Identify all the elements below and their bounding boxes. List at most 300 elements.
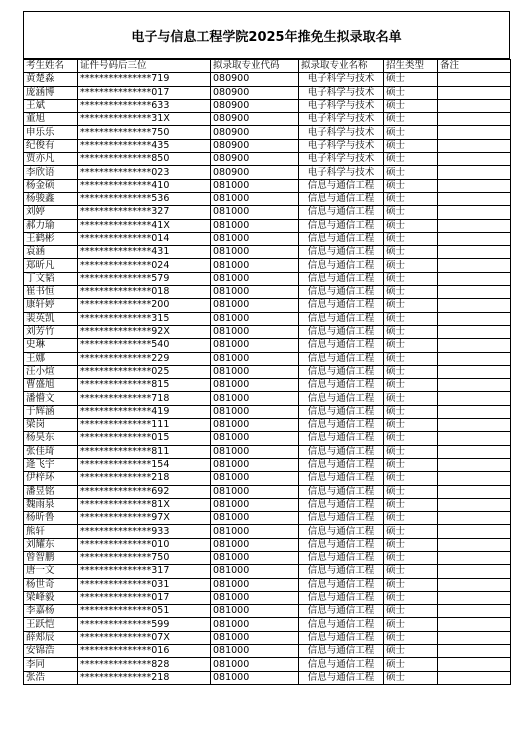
cell-id-last3: ***************218	[78, 472, 211, 485]
cell-id-last3: ***************41X	[78, 219, 211, 232]
cell-id-last3: ***************435	[78, 139, 211, 152]
cell-remarks	[438, 565, 511, 578]
cell-major-name: 信息与通信工程	[299, 485, 384, 498]
cell-name: 杨金硕	[24, 179, 78, 192]
cell-id-last3: ***************718	[78, 392, 211, 405]
table-row	[24, 645, 511, 658]
cell-name: 贾亦凡	[24, 153, 78, 166]
table-row	[24, 113, 511, 126]
table-row	[24, 299, 511, 312]
header-row	[24, 60, 511, 73]
cell-major-name: 信息与通信工程	[299, 591, 384, 604]
table-row	[24, 259, 511, 272]
cell-major-name: 信息与通信工程	[299, 219, 384, 232]
cell-major-code: 081000	[211, 365, 299, 378]
cell-name: 魏雨泉	[24, 498, 78, 511]
cell-id-last3: ***************579	[78, 272, 211, 285]
table-row	[24, 512, 511, 525]
table-row	[24, 525, 511, 538]
cell-enroll-type: 硕士	[384, 485, 438, 498]
cell-name: 杨骏鑫	[24, 192, 78, 205]
admission-list-sheet	[23, 11, 510, 685]
document-title: 电子与信息工程学院2025年推免生拟录取名单	[23, 11, 510, 59]
cell-major-code: 081000	[211, 458, 299, 471]
cell-major-code: 081000	[211, 352, 299, 365]
cell-remarks	[438, 645, 511, 658]
cell-name: 伊梓环	[24, 472, 78, 485]
table-row	[24, 565, 511, 578]
cell-remarks	[438, 179, 511, 192]
cell-major-code: 081000	[211, 379, 299, 392]
table-row	[24, 312, 511, 325]
cell-name: 刘婷	[24, 206, 78, 219]
cell-name: 唐一文	[24, 565, 78, 578]
table-row	[24, 86, 511, 99]
cell-name: 刘耀东	[24, 538, 78, 551]
cell-major-name: 信息与通信工程	[299, 605, 384, 618]
cell-enroll-type: 硕士	[384, 113, 438, 126]
table-row	[24, 432, 511, 445]
cell-major-name: 信息与通信工程	[299, 392, 384, 405]
cell-remarks	[438, 485, 511, 498]
table-row	[24, 458, 511, 471]
cell-name: 潘懵文	[24, 392, 78, 405]
table-row	[24, 139, 511, 152]
cell-major-name: 信息与通信工程	[299, 498, 384, 511]
cell-name: 杨昊东	[24, 432, 78, 445]
cell-enroll-type: 硕士	[384, 405, 438, 418]
cell-major-code: 081000	[211, 392, 299, 405]
cell-major-code: 081000	[211, 192, 299, 205]
cell-id-last3: ***************017	[78, 591, 211, 604]
cell-enroll-type: 硕士	[384, 419, 438, 432]
table-row	[24, 206, 511, 219]
table-row	[24, 339, 511, 352]
cell-remarks	[438, 405, 511, 418]
cell-id-last3: ***************017	[78, 86, 211, 99]
cell-remarks	[438, 259, 511, 272]
cell-major-name: 电子科学与技术	[299, 113, 384, 126]
cell-major-code: 081000	[211, 286, 299, 299]
table-row	[24, 618, 511, 631]
cell-enroll-type: 硕士	[384, 379, 438, 392]
cell-enroll-type: 硕士	[384, 605, 438, 618]
table-row	[24, 325, 511, 338]
table-row	[24, 445, 511, 458]
cell-id-last3: ***************92X	[78, 325, 211, 338]
cell-id-last3: ***************014	[78, 232, 211, 245]
cell-enroll-type: 硕士	[384, 352, 438, 365]
cell-remarks	[438, 299, 511, 312]
cell-remarks	[438, 126, 511, 139]
cell-enroll-type: 硕士	[384, 259, 438, 272]
cell-major-code: 081000	[211, 618, 299, 631]
cell-major-code: 081000	[211, 525, 299, 538]
cell-remarks	[438, 445, 511, 458]
cell-name: 汪小煊	[24, 365, 78, 378]
cell-remarks	[438, 605, 511, 618]
cell-remarks	[438, 658, 511, 671]
cell-enroll-type: 硕士	[384, 645, 438, 658]
table-row	[24, 246, 511, 259]
cell-major-name: 信息与通信工程	[299, 232, 384, 245]
cell-name: 逄飞宇	[24, 458, 78, 471]
cell-enroll-type: 硕士	[384, 312, 438, 325]
cell-remarks	[438, 352, 511, 365]
cell-id-last3: ***************419	[78, 405, 211, 418]
cell-id-last3: ***************051	[78, 605, 211, 618]
cell-major-code: 081000	[211, 498, 299, 511]
cell-enroll-type: 硕士	[384, 565, 438, 578]
cell-major-name: 信息与通信工程	[299, 206, 384, 219]
cell-remarks	[438, 312, 511, 325]
cell-remarks	[438, 139, 511, 152]
cell-enroll-type: 硕士	[384, 512, 438, 525]
table-row	[24, 392, 511, 405]
cell-id-last3: ***************015	[78, 432, 211, 445]
cell-remarks	[438, 379, 511, 392]
cell-enroll-type: 硕士	[384, 126, 438, 139]
cell-enroll-type: 硕士	[384, 445, 438, 458]
cell-name: 王娜	[24, 352, 78, 365]
cell-enroll-type: 硕士	[384, 153, 438, 166]
cell-id-last3: ***************719	[78, 73, 211, 86]
cell-id-last3: ***************031	[78, 578, 211, 591]
cell-id-last3: ***************315	[78, 312, 211, 325]
table-row	[24, 126, 511, 139]
table-row	[24, 538, 511, 551]
header-id-last3: 证件号码后三位	[78, 60, 211, 73]
table-row	[24, 179, 511, 192]
cell-major-name: 信息与通信工程	[299, 312, 384, 325]
cell-remarks	[438, 246, 511, 259]
cell-major-code: 081000	[211, 206, 299, 219]
cell-remarks	[438, 551, 511, 564]
table-row	[24, 605, 511, 618]
cell-enroll-type: 硕士	[384, 139, 438, 152]
cell-id-last3: ***************111	[78, 419, 211, 432]
cell-major-name: 电子科学与技术	[299, 73, 384, 86]
cell-major-name: 信息与通信工程	[299, 645, 384, 658]
cell-id-last3: ***************933	[78, 525, 211, 538]
cell-enroll-type: 硕士	[384, 339, 438, 352]
cell-name: 丁文韬	[24, 272, 78, 285]
cell-major-name: 信息与通信工程	[299, 525, 384, 538]
table-row	[24, 671, 511, 684]
cell-id-last3: ***************633	[78, 99, 211, 112]
cell-remarks	[438, 272, 511, 285]
table-row	[24, 498, 511, 511]
cell-major-code: 081000	[211, 299, 299, 312]
cell-major-code: 081000	[211, 272, 299, 285]
cell-id-last3: ***************025	[78, 365, 211, 378]
cell-id-last3: ***************410	[78, 179, 211, 192]
cell-id-last3: ***************327	[78, 206, 211, 219]
cell-major-code: 081000	[211, 232, 299, 245]
cell-major-name: 信息与通信工程	[299, 179, 384, 192]
cell-name: 王斌	[24, 99, 78, 112]
cell-major-code: 081000	[211, 605, 299, 618]
cell-major-code: 081000	[211, 565, 299, 578]
cell-name: 薛郏辰	[24, 631, 78, 644]
cell-remarks	[438, 498, 511, 511]
header-major-code: 拟录取专业代码	[211, 60, 299, 73]
cell-enroll-type: 硕士	[384, 578, 438, 591]
cell-enroll-type: 硕士	[384, 286, 438, 299]
cell-remarks	[438, 73, 511, 86]
cell-id-last3: ***************815	[78, 379, 211, 392]
cell-remarks	[438, 232, 511, 245]
cell-enroll-type: 硕士	[384, 458, 438, 471]
cell-id-last3: ***************024	[78, 259, 211, 272]
cell-remarks	[438, 339, 511, 352]
cell-id-last3: ***************97X	[78, 512, 211, 525]
cell-remarks	[438, 99, 511, 112]
cell-name: 李嘉杨	[24, 605, 78, 618]
cell-major-code: 081000	[211, 219, 299, 232]
cell-major-name: 信息与通信工程	[299, 565, 384, 578]
cell-remarks	[438, 113, 511, 126]
cell-name: 申乐乐	[24, 126, 78, 139]
cell-id-last3: ***************599	[78, 618, 211, 631]
cell-major-code: 081000	[211, 246, 299, 259]
cell-id-last3: ***************692	[78, 485, 211, 498]
table-row	[24, 286, 511, 299]
cell-major-code: 081000	[211, 339, 299, 352]
table-row	[24, 631, 511, 644]
cell-enroll-type: 硕士	[384, 192, 438, 205]
cell-major-name: 信息与通信工程	[299, 379, 384, 392]
cell-id-last3: ***************540	[78, 339, 211, 352]
table-row	[24, 658, 511, 671]
cell-name: 郑昕凡	[24, 259, 78, 272]
cell-name: 杨昕鲁	[24, 512, 78, 525]
cell-major-code: 080900	[211, 153, 299, 166]
cell-remarks	[438, 192, 511, 205]
cell-remarks	[438, 392, 511, 405]
cell-major-code: 080900	[211, 166, 299, 179]
cell-remarks	[438, 219, 511, 232]
table-row	[24, 73, 511, 86]
cell-major-code: 081000	[211, 312, 299, 325]
cell-enroll-type: 硕士	[384, 325, 438, 338]
cell-name: 董旭	[24, 113, 78, 126]
cell-major-name: 信息与通信工程	[299, 631, 384, 644]
cell-enroll-type: 硕士	[384, 86, 438, 99]
cell-name: 安锦浩	[24, 645, 78, 658]
cell-id-last3: ***************018	[78, 286, 211, 299]
cell-enroll-type: 硕士	[384, 179, 438, 192]
cell-major-name: 信息与通信工程	[299, 551, 384, 564]
table-row	[24, 472, 511, 485]
table-row	[24, 272, 511, 285]
cell-id-last3: ***************010	[78, 538, 211, 551]
table-row	[24, 219, 511, 232]
cell-remarks	[438, 631, 511, 644]
cell-id-last3: ***************317	[78, 565, 211, 578]
cell-remarks	[438, 671, 511, 684]
cell-remarks	[438, 206, 511, 219]
cell-id-last3: ***************431	[78, 246, 211, 259]
table-row	[24, 192, 511, 205]
cell-remarks	[438, 325, 511, 338]
cell-remarks	[438, 432, 511, 445]
cell-major-name: 信息与通信工程	[299, 538, 384, 551]
cell-major-name: 信息与通信工程	[299, 299, 384, 312]
cell-id-last3: ***************200	[78, 299, 211, 312]
cell-id-last3: ***************229	[78, 352, 211, 365]
cell-name: 纪俊有	[24, 139, 78, 152]
cell-enroll-type: 硕士	[384, 365, 438, 378]
cell-id-last3: ***************850	[78, 153, 211, 166]
cell-name: 黄楚淼	[24, 73, 78, 86]
cell-name: 李同	[24, 658, 78, 671]
cell-major-code: 081000	[211, 578, 299, 591]
cell-major-name: 信息与通信工程	[299, 512, 384, 525]
table-row	[24, 591, 511, 604]
table-row	[24, 99, 511, 112]
cell-name: 袁涵	[24, 246, 78, 259]
cell-major-code: 081000	[211, 538, 299, 551]
cell-name: 杨世奇	[24, 578, 78, 591]
cell-name: 张佳琦	[24, 445, 78, 458]
cell-major-name: 信息与通信工程	[299, 259, 384, 272]
cell-major-name: 电子科学与技术	[299, 166, 384, 179]
table-row	[24, 485, 511, 498]
cell-remarks	[438, 618, 511, 631]
cell-name: 史琳	[24, 339, 78, 352]
cell-major-name: 信息与通信工程	[299, 325, 384, 338]
cell-name: 梁峰毅	[24, 591, 78, 604]
cell-id-last3: ***************750	[78, 126, 211, 139]
cell-major-name: 信息与通信工程	[299, 365, 384, 378]
cell-id-last3: ***************536	[78, 192, 211, 205]
cell-major-name: 信息与通信工程	[299, 192, 384, 205]
cell-name: 王跃恺	[24, 618, 78, 631]
cell-major-code: 081000	[211, 658, 299, 671]
cell-major-name: 信息与通信工程	[299, 246, 384, 259]
cell-major-name: 信息与通信工程	[299, 658, 384, 671]
cell-name: 王鹤彬	[24, 232, 78, 245]
cell-major-code: 080900	[211, 73, 299, 86]
cell-name: 张浩	[24, 671, 78, 684]
header-remarks: 备注	[438, 60, 511, 73]
cell-major-name: 信息与通信工程	[299, 472, 384, 485]
cell-major-name: 电子科学与技术	[299, 86, 384, 99]
cell-major-name: 信息与通信工程	[299, 458, 384, 471]
cell-enroll-type: 硕士	[384, 272, 438, 285]
cell-major-name: 信息与通信工程	[299, 272, 384, 285]
table-row	[24, 352, 511, 365]
cell-id-last3: ***************31X	[78, 113, 211, 126]
cell-major-code: 081000	[211, 432, 299, 445]
cell-id-last3: ***************81X	[78, 498, 211, 511]
table-row	[24, 166, 511, 179]
cell-name: 郝力瑜	[24, 219, 78, 232]
cell-major-code: 081000	[211, 179, 299, 192]
cell-enroll-type: 硕士	[384, 299, 438, 312]
cell-name: 康轩婷	[24, 299, 78, 312]
table-row	[24, 379, 511, 392]
cell-major-name: 电子科学与技术	[299, 139, 384, 152]
cell-remarks	[438, 538, 511, 551]
cell-major-code: 081000	[211, 551, 299, 564]
cell-enroll-type: 硕士	[384, 498, 438, 511]
cell-major-code: 081000	[211, 259, 299, 272]
cell-remarks	[438, 286, 511, 299]
cell-major-name: 信息与通信工程	[299, 432, 384, 445]
cell-major-code: 080900	[211, 99, 299, 112]
cell-major-name: 信息与通信工程	[299, 618, 384, 631]
table-row	[24, 551, 511, 564]
cell-id-last3: ***************218	[78, 671, 211, 684]
cell-name: 熊轩	[24, 525, 78, 538]
header-major-name: 拟录取专业名称	[299, 60, 384, 73]
table-row	[24, 232, 511, 245]
table-row	[24, 578, 511, 591]
cell-major-code: 081000	[211, 671, 299, 684]
cell-name: 潘昱铭	[24, 485, 78, 498]
cell-major-code: 080900	[211, 139, 299, 152]
cell-remarks	[438, 591, 511, 604]
cell-major-code: 081000	[211, 472, 299, 485]
table-row	[24, 153, 511, 166]
cell-enroll-type: 硕士	[384, 392, 438, 405]
cell-enroll-type: 硕士	[384, 166, 438, 179]
cell-name: 梁岗	[24, 419, 78, 432]
cell-major-code: 081000	[211, 485, 299, 498]
cell-name: 曾智鹏	[24, 551, 78, 564]
admission-table	[23, 59, 511, 685]
cell-remarks	[438, 365, 511, 378]
cell-major-code: 081000	[211, 631, 299, 644]
cell-major-code: 080900	[211, 126, 299, 139]
cell-major-name: 信息与通信工程	[299, 286, 384, 299]
cell-id-last3: ***************828	[78, 658, 211, 671]
cell-id-last3: ***************016	[78, 645, 211, 658]
cell-enroll-type: 硕士	[384, 591, 438, 604]
cell-remarks	[438, 472, 511, 485]
table-row	[24, 405, 511, 418]
cell-name: 李欣语	[24, 166, 78, 179]
cell-id-last3: ***************750	[78, 551, 211, 564]
cell-major-name: 信息与通信工程	[299, 352, 384, 365]
cell-name: 刘芳竹	[24, 325, 78, 338]
cell-enroll-type: 硕士	[384, 246, 438, 259]
table-row	[24, 419, 511, 432]
cell-enroll-type: 硕士	[384, 538, 438, 551]
cell-enroll-type: 硕士	[384, 206, 438, 219]
cell-remarks	[438, 458, 511, 471]
header-enroll-type: 招生类型	[384, 60, 438, 73]
cell-major-name: 信息与通信工程	[299, 578, 384, 591]
cell-enroll-type: 硕士	[384, 658, 438, 671]
cell-name: 曹盛旭	[24, 379, 78, 392]
cell-enroll-type: 硕士	[384, 551, 438, 564]
cell-major-name: 信息与通信工程	[299, 339, 384, 352]
cell-name: 于辉涵	[24, 405, 78, 418]
cell-remarks	[438, 419, 511, 432]
cell-major-code: 081000	[211, 445, 299, 458]
cell-id-last3: ***************023	[78, 166, 211, 179]
cell-major-name: 信息与通信工程	[299, 405, 384, 418]
cell-major-code: 081000	[211, 512, 299, 525]
cell-remarks	[438, 578, 511, 591]
cell-remarks	[438, 166, 511, 179]
cell-enroll-type: 硕士	[384, 219, 438, 232]
cell-major-name: 信息与通信工程	[299, 445, 384, 458]
cell-id-last3: ***************811	[78, 445, 211, 458]
